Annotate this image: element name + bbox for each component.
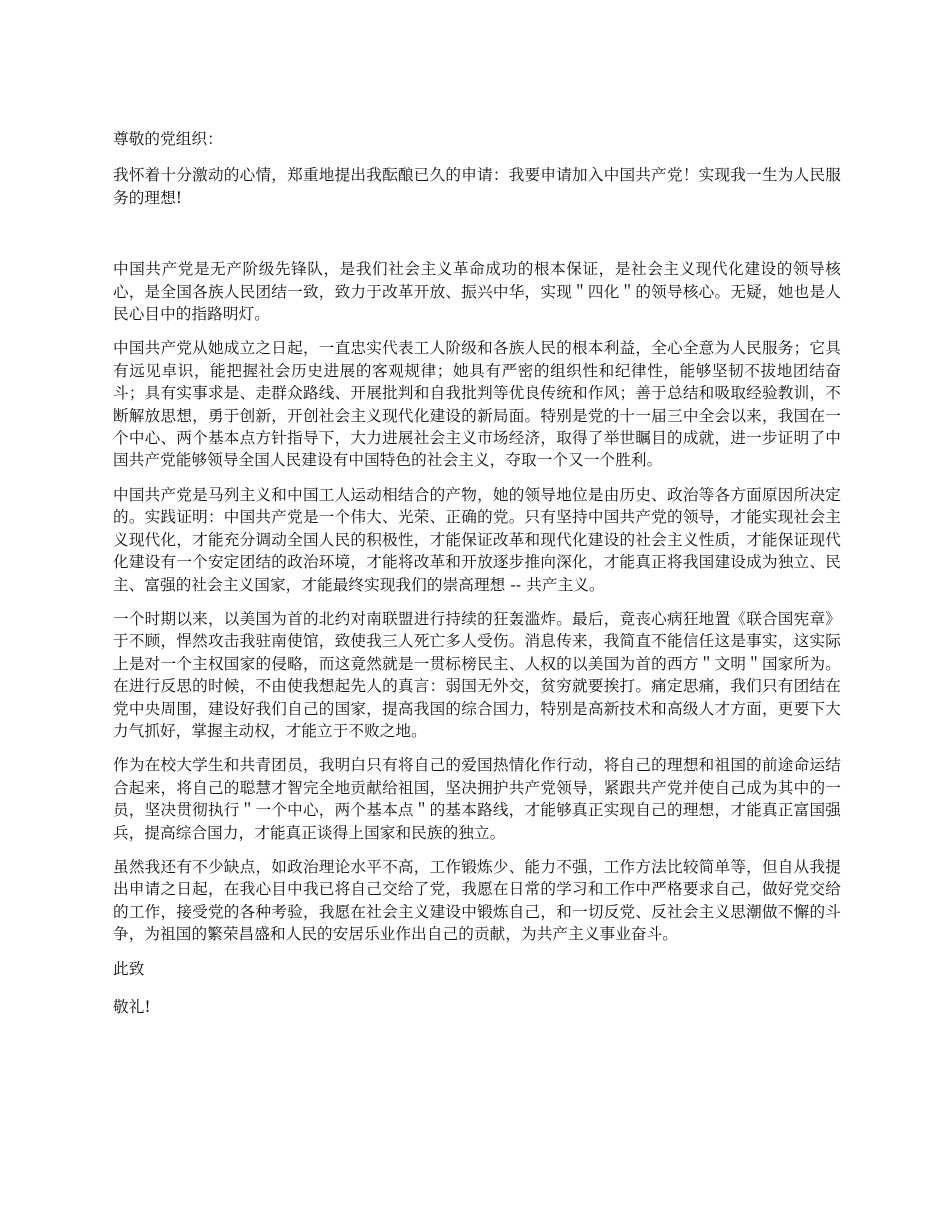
body-paragraph: 作为在校大学生和共青团员，我明白只有将自己的爱国热情化作行动，将自己的理想和祖国的前途命运结合起来，将自己的聪慧才智完全地贡献给祖国，坚决拥护共产党领导，紧跟共产党并使自己成为其中的一员，坚决贯彻执行＂一个中心，两个基本点＂的基本路线，才能够真正实现自己的理想，才能真正富国强兵，提高综合国力，才能真正谈得上国家和民族的独立。 (113, 756, 841, 842)
salutation: 尊敬的党组织： (113, 130, 223, 148)
body-paragraph: 中国共产党是无产阶级先锋队，是我们社会主义革命成功的根本保证，是社会主义现代化建设的领导核心，是全国各族人民团结一致，致力于改革开放、振兴中华，实现＂四化＂的领导核心。无疑，她也是人民心目中的指路明灯。 (113, 260, 841, 324)
body-paragraph: 中国共产党是马列主义和中国工人运动相结合的产物，她的领导地位是由历史、政治等各方面原因所决定的。实践证明：中国共产党是一个伟大、光荣、正确的党。只有坚持中国共产党的领导，才能实现社会主义现代化，才能充分调动全国人民的积极性，才能保证改革和现代化建设的社会主义性质，才能保证现代化建设有一个安定团结的政治环境，才能将改革和开放逐步推向深化，才能真正将我国建设成为独立、民主、富强的社会主义国家，才能最终实现我们的崇高理想 -- 共产主义。 (113, 485, 841, 594)
regards-line: 敬礼! (113, 998, 151, 1016)
letter-page (113, 128, 841, 1030)
body-paragraph: 中国共产党从她成立之日起，一直忠实代表工人阶级和各族人民的根本利益，全心全意为人民服务；它具有远见卓识，能把握社会历史进展的客观规律；她具有严密的组织性和纪律性，能够坚韧不拔地团结奋斗；具有实事求是、走群众路线、开展批判和自我批判等优良传统和作风；善于总结和吸取经验教训，不断解放思想，勇于创新，开创社会主义现代化建设的新局面。特别是党的十一届三中全会以来，我国在一个中心、两个基本点方针指导下，大力进展社会主义市场经济，取得了举世瞩目的成就，进一步证明了中国共产党能够领导全国人民建设有中国特色的社会主义，夺取一个又一个胜利。 (113, 339, 841, 470)
body-paragraph: 虽然我还有不少缺点，如政治理论水平不高，工作锻炼少、能力不强，工作方法比较简单等，但自从我提出申请之日起，在我心目中我已将自己交给了党，我愿在日常的学习和工作中严格要求自己，做好党交给的工作，接受党的各种考验，我愿在社会主义建设中锻炼自己，和一切反党、反社会主义思潮做不懈的斗争，为祖国的繁荣昌盛和人民的安居乐业作出自己的贡献，为共产主义事业奋斗。 (113, 857, 841, 944)
body-paragraph: 一个时期以来，以美国为首的北约对南联盟进行持续的狂轰滥炸。最后，竟丧心病狂地置《联合国宪章》于不顾，悍然攻击我驻南使馆，致使我三人死亡多人受伤。消息传来，我简直不能信任这是事实，这实际上是对一个主权国家的侵略，而这竟然就是一贯标榜民主、人权的以美国为首的西方＂文明＂国家所为。在进行反思的时候，不由使我想起先人的真言：弱国无外交，贫穷就要挨打。痛定思痛，我们只有团结在党中央周围，建设好我们自己的国家，提高我国的综合国力，特别是高新技术和高级人才方面，更要下大力气抓好，掌握主动权，才能立于不败之地。 (113, 609, 841, 740)
closing-line: 此致 (113, 959, 145, 978)
intro-paragraph: 我怀着十分激动的心情，郑重地提出我酝酿已久的申请：我要申请加入中国共产党！实现我一生为人民服务的理想! (113, 166, 841, 207)
